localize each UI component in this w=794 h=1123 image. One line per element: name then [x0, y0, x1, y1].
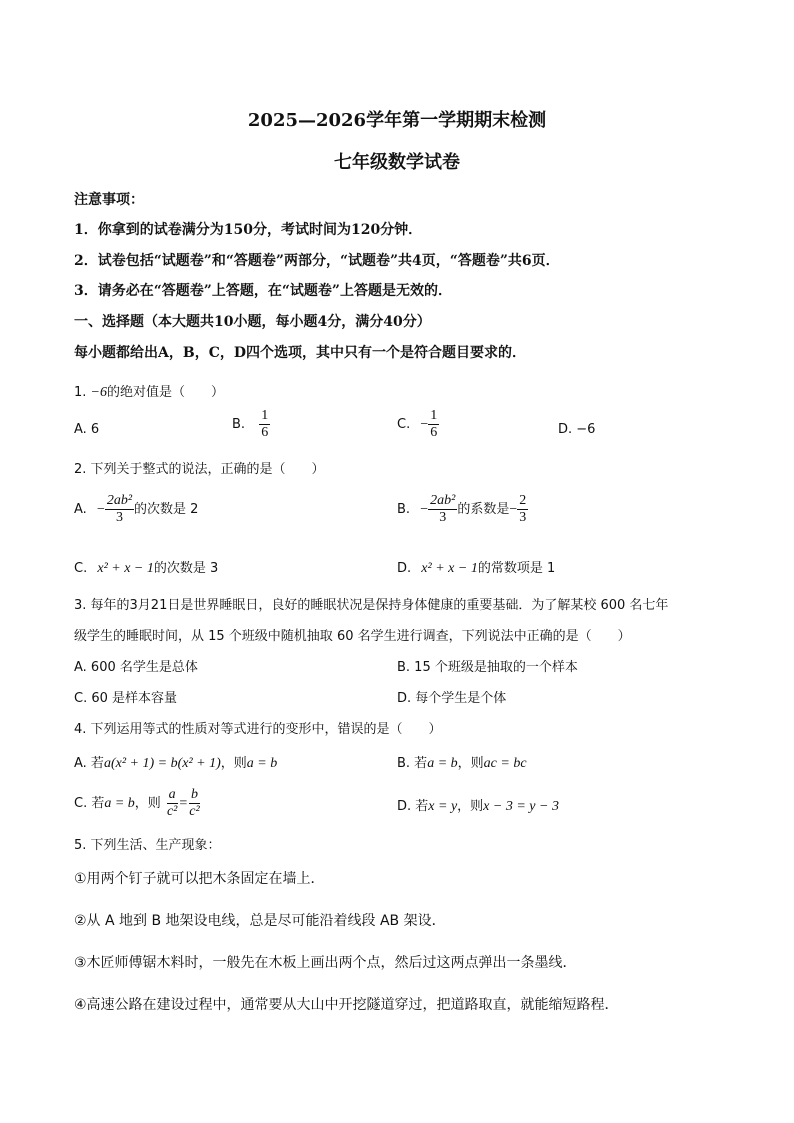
q4-option-b	[397, 752, 527, 772]
section1-heading: 一、选择题（本大题共10小题，每小题4分，满分40分）	[74, 314, 431, 330]
q1-option-c-fraction	[428, 408, 439, 441]
q2-option-a-sign: −	[96, 502, 105, 517]
q5-item-4: ④高速公路在建设过程中，通常要从大山中开挖隧道穿过，把道路取直，就能缩短路程．	[74, 997, 619, 1013]
q4-option-b-then: ，则	[457, 756, 484, 771]
q2-option-b-label: B.	[397, 502, 411, 517]
q1-option-b-fraction	[259, 408, 270, 441]
q4-c-numerator-2: b	[190, 787, 198, 802]
notice-heading: 注意事项：	[74, 192, 144, 208]
q1-c-denominator: 6	[430, 425, 438, 440]
q5-item-1: ①用两个钉子就可以把木条固定在墙上．	[74, 871, 325, 887]
q2-option-c	[74, 557, 218, 577]
q1-option-c-label: C.	[397, 417, 411, 432]
q1-option-a: A. 6	[74, 422, 100, 437]
q4-option-c-label: C. 若	[74, 796, 105, 811]
q2-b-numerator2: 2	[519, 493, 527, 508]
q4-option-d-expr: x = y	[428, 799, 458, 814]
q4-option-a-result: a = b	[246, 756, 278, 771]
section1-instruction: 每小题都给出A，B，C，D四个选项，其中只有一个是符合题目要求的．	[74, 345, 526, 361]
q2-stem: 2. 下列关于整式的说法，正确的是（ ）	[74, 462, 325, 477]
q5-item-3: ③木匠师傅锯木料时，一般先在木板上画出两个点，然后过这两点弹出一条墨线．	[74, 955, 577, 971]
q2-option-d	[397, 557, 555, 577]
q4-option-b-expr: a = b	[427, 756, 458, 771]
q2-option-b	[397, 493, 528, 526]
q3-option-d: D. 每个学生是个体	[397, 691, 507, 706]
q3-option-c: C. 60 是样本容量	[74, 691, 178, 706]
q5-stem: 5. 下列生活、生产现象：	[74, 838, 221, 853]
q1-expr: −6	[90, 385, 107, 400]
notice-item-3: 3．请务必在“答题卷”上答题，在“试题卷”上答题是无效的．	[74, 283, 452, 299]
q4-option-a	[74, 752, 277, 772]
q4-option-d	[397, 795, 559, 815]
q4-c-fraction-2	[187, 787, 201, 820]
notice-item-2: 2．试卷包括“试题卷”和“答题卷”两部分，“试题卷”共4页，“答题卷”共6页．	[74, 253, 560, 269]
q2-a-denominator: 3	[115, 510, 123, 525]
q4-c-equals: =	[179, 796, 188, 811]
q5-item-2: ②从 A 地到 B 地架设电线，总是尽可能沿着线段 AB 架设．	[74, 913, 446, 929]
q2-option-b-sign2: −	[509, 502, 518, 517]
q2-b-denominator: 3	[439, 510, 447, 525]
q1-stem	[74, 381, 224, 401]
q1-number: 1.	[74, 385, 87, 400]
q2-option-a	[74, 493, 198, 526]
q4-option-b-result: ac = bc	[483, 756, 527, 771]
q4-c-numerator-1: a	[168, 787, 176, 802]
q3-option-a: A. 600 名学生是总体	[74, 660, 198, 675]
q2-option-d-expr: x² + x − 1	[421, 561, 478, 576]
q2-option-b-fraction2	[517, 493, 528, 526]
q2-option-a-fraction	[105, 493, 134, 526]
q1-b-denominator: 6	[261, 425, 269, 440]
q4-c-denominator-1: c²	[166, 804, 178, 819]
q2-option-d-text: 的常数项是 1	[477, 561, 556, 576]
q1-option-b	[232, 408, 270, 441]
q4-stem: 4. 下列运用等式的性质对等式进行的变形中，错误的是（ ）	[74, 722, 442, 737]
q1-option-d: D. −6	[558, 422, 596, 437]
q3-stem-line-2: 级学生的睡眠时间，从 15 个班级中随机抽取 60 名学生进行调查，下列说法中正确的是（ ）	[74, 629, 631, 644]
q2-option-a-text: 的次数是 2	[134, 502, 199, 517]
notice-item-1: 1．你拿到的试卷满分为150分，考试时间为120分钟．	[74, 222, 423, 238]
q4-option-c-expr: a = b	[104, 796, 135, 811]
q1-option-b-label: B.	[232, 417, 246, 432]
q1-text: 的绝对值是（ ）	[107, 385, 225, 400]
q1-c-numerator: 1	[430, 408, 438, 423]
q4-option-a-then: ，则	[220, 756, 247, 771]
q2-b-denominator2: 3	[519, 510, 527, 525]
q2-option-c-text: 的次数是 3	[153, 561, 219, 576]
q2-option-b-fraction	[428, 493, 457, 526]
q2-option-b-text: 的系数是	[457, 502, 510, 517]
q4-option-a-label: A. 若	[74, 756, 104, 771]
q4-option-c-then: ，则	[134, 796, 161, 811]
exam-subtitle: 七年级数学试卷	[334, 152, 460, 173]
q4-c-fraction-1	[165, 787, 179, 820]
q4-option-d-then: ，则	[457, 799, 484, 814]
q1-b-numerator: 1	[261, 408, 269, 423]
q4-option-d-result: x − 3 = y − 3	[483, 799, 559, 814]
q4-option-d-label: D. 若	[397, 799, 429, 814]
q3-stem-line-1: 3. 每年的3月21日是世界睡眠日，良好的睡眠状况是保持身体健康的重要基础．为了解某校 600 名七年	[74, 598, 669, 613]
q4-option-a-expr: a(x² + 1) = b(x² + 1)	[103, 756, 221, 771]
q2-option-c-label: C.	[74, 561, 88, 576]
q2-option-d-label: D.	[397, 561, 412, 576]
q1-option-c	[397, 408, 439, 441]
q4-option-b-label: B. 若	[397, 756, 428, 771]
q2-b-numerator: 2ab²	[430, 493, 456, 508]
q1-option-c-sign: −	[420, 417, 429, 432]
exam-title: 2025—2026学年第一学期期末检测	[247, 110, 547, 131]
q4-option-c	[74, 787, 202, 820]
q2-option-c-expr: x² + x − 1	[97, 561, 154, 576]
q4-c-denominator-2: c²	[189, 804, 200, 819]
q2-a-numerator: 2ab²	[106, 493, 133, 508]
q2-option-b-sign: −	[420, 502, 429, 517]
q3-option-b: B. 15 个班级是抽取的一个样本	[397, 660, 578, 675]
q2-option-a-label: A.	[74, 502, 87, 517]
